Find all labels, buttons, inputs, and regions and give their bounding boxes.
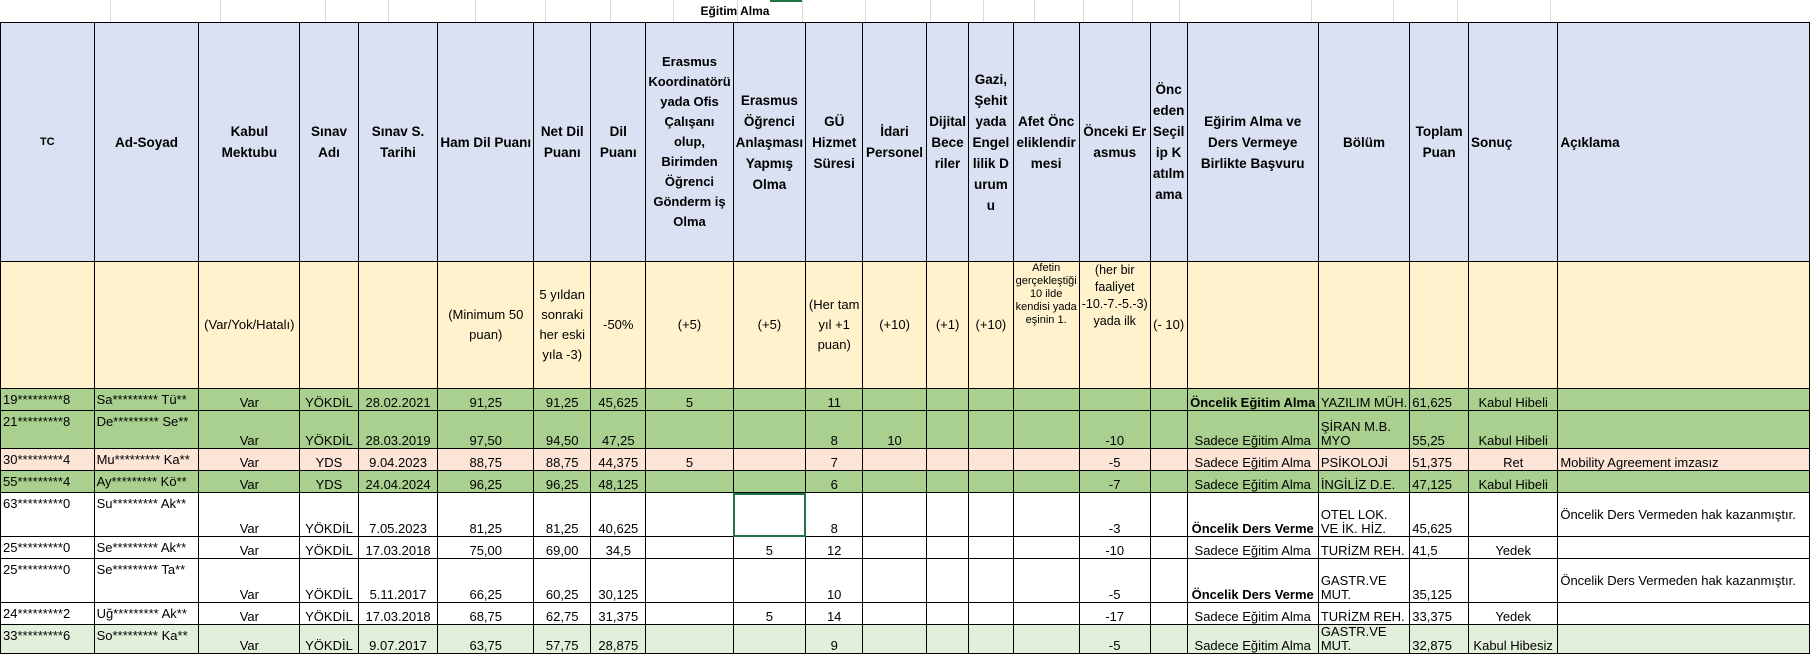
cell-ham-dil-puani[interactable]: 96,25: [438, 471, 534, 493]
cell-sinav-adi[interactable]: YÖKDİL: [300, 411, 359, 449]
column-divider: [1179, 0, 1180, 22]
cell-erasmus-koordinatoru[interactable]: [646, 559, 733, 603]
cell-ad-soyad[interactable]: Sa********* Tü**: [94, 389, 199, 411]
criteria-erasmus-ogrenci[interactable]: (+5): [733, 262, 806, 389]
criteria-tc[interactable]: [1, 262, 95, 389]
cell-sinav-tarihi[interactable]: 9.04.2023: [358, 449, 438, 471]
cell-sonuc[interactable]: Kabul Hibeli: [1469, 471, 1558, 493]
cell-onceki-erasmus[interactable]: -7: [1079, 471, 1150, 493]
cell-toplam-puan[interactable]: 32,875: [1410, 625, 1469, 654]
cell-ham-dil-puani[interactable]: 97,50: [438, 411, 534, 449]
cell-afet[interactable]: [1013, 559, 1079, 603]
header-dil-puani[interactable]: Dil Puanı: [591, 23, 646, 262]
cell-afet[interactable]: [1013, 603, 1079, 625]
header-kabul-mektubu[interactable]: Kabul Mektubu: [199, 23, 300, 262]
cell-ham-dil-puani[interactable]: 91,25: [438, 389, 534, 411]
cell-sinav-tarihi[interactable]: 5.11.2017: [358, 559, 438, 603]
cell-net-dil-puani[interactable]: 96,25: [534, 471, 591, 493]
column-divider: [110, 0, 111, 22]
cell-afet[interactable]: [1013, 493, 1079, 537]
cell-tc[interactable]: 55*********4: [1, 471, 95, 493]
cell-onceki-erasmus[interactable]: -10: [1079, 411, 1150, 449]
cell-idari-personel[interactable]: [863, 449, 927, 471]
column-divider: [545, 0, 546, 22]
criteria-bolum[interactable]: [1318, 262, 1409, 389]
header-ham-dil-puani[interactable]: Ham Dil Puanı: [438, 23, 534, 262]
cell-gazi-sehit[interactable]: [969, 625, 1013, 654]
header-ad-soyad[interactable]: Ad-Soyad: [94, 23, 199, 262]
criteria-toplam-puan[interactable]: [1410, 262, 1469, 389]
cell-net-dil-puani[interactable]: 94,50: [534, 411, 591, 449]
cell-ham-dil-puani[interactable]: 88,75: [438, 449, 534, 471]
cell-idari-personel[interactable]: [863, 493, 927, 537]
cell-dijital-beceriler[interactable]: [926, 411, 968, 449]
cell-erasmus-ogrenci[interactable]: [733, 559, 806, 603]
cell-erasmus-ogrenci[interactable]: [733, 493, 806, 537]
cell-sonuc[interactable]: Ret: [1469, 449, 1558, 471]
cell-gu-hizmet[interactable]: 8: [806, 493, 863, 537]
cell-dil-puani[interactable]: 47,25: [591, 411, 646, 449]
cell-sinav-adi[interactable]: YÖKDİL: [300, 493, 359, 537]
cell-onceki-erasmus[interactable]: -3: [1079, 493, 1150, 537]
cell-idari-personel[interactable]: [863, 389, 927, 411]
cell-gu-hizmet[interactable]: 12: [806, 537, 863, 559]
cell-aciklama[interactable]: Öncelik Ders Vermeden hak kazanmıştır.: [1558, 559, 1810, 603]
cell-toplam-puan[interactable]: 51,375: [1410, 449, 1469, 471]
cell-aciklama[interactable]: [1558, 625, 1810, 654]
cell-sinav-adi[interactable]: YÖKDİL: [300, 537, 359, 559]
cell-dijital-beceriler[interactable]: [926, 471, 968, 493]
cell-dil-puani[interactable]: 48,125: [591, 471, 646, 493]
cell-dil-puani[interactable]: 40,625: [591, 493, 646, 537]
criteria-dil-puani[interactable]: -50%: [591, 262, 646, 389]
cell-basvuru[interactable]: Sadece Eğitim Alma: [1187, 471, 1318, 493]
cell-idari-personel[interactable]: 10: [863, 411, 927, 449]
header-aciklama[interactable]: Açıklama: [1558, 23, 1810, 262]
cell-sinav-adi[interactable]: YÖKDİL: [300, 603, 359, 625]
cell-gazi-sehit[interactable]: [969, 493, 1013, 537]
header-onceki-erasmus[interactable]: Önceki Erasmus: [1079, 23, 1150, 262]
cell-basvuru[interactable]: Sadece Eğitim Alma: [1187, 449, 1318, 471]
cell-onceki-erasmus[interactable]: -5: [1079, 625, 1150, 654]
cell-net-dil-puani[interactable]: 62,75: [534, 603, 591, 625]
cell-toplam-puan[interactable]: 55,25: [1410, 411, 1469, 449]
table-row[interactable]: [1, 493, 1810, 537]
cell-bolum[interactable]: GASTR.VE MUT.: [1318, 559, 1409, 603]
applicants-table: [0, 22, 1810, 654]
sheet-title: Eğitim Alma: [700, 4, 770, 18]
cell-bolum[interactable]: GASTR.VE MUT.: [1318, 625, 1409, 654]
cell-gazi-sehit[interactable]: [969, 559, 1013, 603]
criteria-sonuc[interactable]: [1469, 262, 1558, 389]
cell-dil-puani[interactable]: 45,625: [591, 389, 646, 411]
cell-sonuc[interactable]: Kabul Hibeli: [1469, 389, 1558, 411]
header-tc[interactable]: TC: [1, 23, 95, 262]
header-erasmus-koordinatoru[interactable]: Erasmus Koordinatörü yada Ofis Çalışanı olup, Birimden Öğrenci Gönderm iş Olma: [646, 23, 733, 262]
cell-ad-soyad[interactable]: Se********* Ak**: [94, 537, 199, 559]
criteria-row: [1, 262, 1810, 389]
cell-sonuc[interactable]: [1469, 493, 1558, 537]
cell-onceden-secilip[interactable]: [1150, 411, 1187, 449]
cell-afet[interactable]: [1013, 537, 1079, 559]
cell-idari-personel[interactable]: [863, 471, 927, 493]
cell-aciklama[interactable]: [1558, 389, 1810, 411]
cell-sinav-adi[interactable]: YÖKDİL: [300, 559, 359, 603]
cell-gazi-sehit[interactable]: [969, 389, 1013, 411]
criteria-aciklama[interactable]: [1558, 262, 1810, 389]
cell-ad-soyad[interactable]: De********* Se**: [94, 411, 199, 449]
cell-tc[interactable]: 21*********8: [1, 411, 95, 449]
cell-kabul-mektubu[interactable]: Var: [199, 389, 300, 411]
cell-basvuru[interactable]: Sadece Eğitim Alma: [1187, 411, 1318, 449]
criteria-net-dil-puani[interactable]: 5 yıldan sonraki her eski yıla -3): [534, 262, 591, 389]
cell-dil-puani[interactable]: 30,125: [591, 559, 646, 603]
cell-ad-soyad[interactable]: Ay********* Kö**: [94, 471, 199, 493]
column-divider: [1311, 0, 1312, 22]
cell-gazi-sehit[interactable]: [969, 411, 1013, 449]
cell-erasmus-ogrenci[interactable]: [733, 449, 806, 471]
cell-onceden-secilip[interactable]: [1150, 559, 1187, 603]
cell-basvuru[interactable]: Sadece Eğitim Alma: [1187, 625, 1318, 654]
cell-idari-personel[interactable]: [863, 559, 927, 603]
cell-erasmus-ogrenci[interactable]: [733, 411, 806, 449]
cell-sinav-tarihi[interactable]: 28.03.2019: [358, 411, 438, 449]
column-divider: [1132, 0, 1133, 22]
table-row[interactable]: [1, 471, 1810, 493]
cell-onceden-secilip[interactable]: [1150, 471, 1187, 493]
cell-erasmus-ogrenci[interactable]: 5: [733, 603, 806, 625]
cell-sinav-tarihi[interactable]: 28.02.2021: [358, 389, 438, 411]
table-row[interactable]: [1, 389, 1810, 411]
criteria-gazi-sehit[interactable]: (+10): [969, 262, 1013, 389]
cell-dijital-beceriler[interactable]: [926, 537, 968, 559]
header-toplam-puan[interactable]: Toplam Puan: [1410, 23, 1469, 262]
header-bolum[interactable]: Bölüm: [1318, 23, 1409, 262]
cell-gu-hizmet[interactable]: 10: [806, 559, 863, 603]
cell-dijital-beceriler[interactable]: [926, 559, 968, 603]
criteria-kabul-mektubu[interactable]: (Var/Yok/Hatalı): [199, 262, 300, 389]
selected-column-marker: [770, 0, 802, 2]
table-row[interactable]: [1, 559, 1810, 603]
cell-kabul-mektubu[interactable]: Var: [199, 471, 300, 493]
cell-idari-personel[interactable]: [863, 537, 927, 559]
cell-kabul-mektubu[interactable]: Var: [199, 411, 300, 449]
cell-onceki-erasmus[interactable]: [1079, 389, 1150, 411]
criteria-basvuru[interactable]: [1187, 262, 1318, 389]
cell-ad-soyad[interactable]: Uğ********* Ak**: [94, 603, 199, 625]
cell-afet[interactable]: [1013, 411, 1079, 449]
header-basvuru[interactable]: Eğirim Alma ve Ders Vermeye Birlikte Başvuru: [1187, 23, 1318, 262]
table-row[interactable]: [1, 537, 1810, 559]
column-divider: [475, 0, 476, 22]
cell-basvuru[interactable]: Sadece Eğitim Alma: [1187, 603, 1318, 625]
header-afet[interactable]: Afet Önceliklendirmesi: [1013, 23, 1079, 262]
column-divider: [1550, 0, 1551, 22]
cell-sonuc[interactable]: Kabul Hibeli: [1469, 411, 1558, 449]
table-row[interactable]: [1, 449, 1810, 471]
cell-bolum[interactable]: TURİZM REH.: [1318, 537, 1409, 559]
cell-toplam-puan[interactable]: 35,125: [1410, 559, 1469, 603]
header-gu-hizmet[interactable]: GÜ Hizmet Süresi: [806, 23, 863, 262]
cell-dijital-beceriler[interactable]: [926, 493, 968, 537]
cell-sinav-adi[interactable]: YÖKDİL: [300, 389, 359, 411]
cell-sinav-tarihi[interactable]: 9.07.2017: [358, 625, 438, 654]
cell-onceden-secilip[interactable]: [1150, 389, 1187, 411]
header-sinav-adi[interactable]: Sınav Adı: [300, 23, 359, 262]
cell-gu-hizmet[interactable]: 11: [806, 389, 863, 411]
column-divider: [220, 0, 221, 22]
table-row[interactable]: [1, 603, 1810, 625]
cell-gu-hizmet[interactable]: 14: [806, 603, 863, 625]
criteria-ham-dil-puani[interactable]: (Minimum 50 puan): [438, 262, 534, 389]
cell-dil-puani[interactable]: 34,5: [591, 537, 646, 559]
cell-onceki-erasmus[interactable]: -5: [1079, 559, 1150, 603]
cell-ad-soyad[interactable]: Mu********* Ka**: [94, 449, 199, 471]
cell-ham-dil-puani[interactable]: 66,25: [438, 559, 534, 603]
cell-net-dil-puani[interactable]: 88,75: [534, 449, 591, 471]
header-net-dil-puani[interactable]: Net Dil Puanı: [534, 23, 591, 262]
column-divider: [610, 0, 611, 22]
cell-toplam-puan[interactable]: 47,125: [1410, 471, 1469, 493]
cell-afet[interactable]: [1013, 625, 1079, 654]
cell-ham-dil-puani[interactable]: 68,75: [438, 603, 534, 625]
criteria-idari-personel[interactable]: (+10): [863, 262, 927, 389]
cell-idari-personel[interactable]: [863, 625, 927, 654]
cell-ad-soyad[interactable]: So********* Ka**: [94, 625, 199, 654]
header-sonuc[interactable]: Sonuç: [1469, 23, 1558, 262]
cell-erasmus-koordinatoru[interactable]: [646, 471, 733, 493]
cell-basvuru[interactable]: Sadece Eğitim Alma: [1187, 537, 1318, 559]
cell-basvuru[interactable]: Öncelik Ders Verme: [1187, 493, 1318, 537]
cell-onceki-erasmus[interactable]: -10: [1079, 537, 1150, 559]
cell-tc[interactable]: 30*********4: [1, 449, 95, 471]
cell-onceki-erasmus[interactable]: -17: [1079, 603, 1150, 625]
cell-net-dil-puani[interactable]: 69,00: [534, 537, 591, 559]
cell-bolum[interactable]: YAZILIM MÜH.: [1318, 389, 1409, 411]
criteria-afet[interactable]: Afetin gerçekleştiği 10 ilde kendisi yada eşinin 1.: [1013, 262, 1079, 389]
column-divider: [1034, 0, 1035, 22]
cell-sinav-adi[interactable]: YDS: [300, 471, 359, 493]
cell-toplam-puan[interactable]: 45,625: [1410, 493, 1469, 537]
cell-tc[interactable]: 24*********2: [1, 603, 95, 625]
column-divider: [1457, 0, 1458, 22]
criteria-erasmus-koordinatoru[interactable]: (+5): [646, 262, 733, 389]
cell-kabul-mektubu[interactable]: Var: [199, 493, 300, 537]
cell-onceden-secilip[interactable]: [1150, 625, 1187, 654]
cell-tc[interactable]: 25*********0: [1, 537, 95, 559]
cell-tc[interactable]: 33*********6: [1, 625, 95, 654]
cell-onceden-secilip[interactable]: [1150, 449, 1187, 471]
cell-tc[interactable]: 25*********0: [1, 559, 95, 603]
column-divider: [1083, 0, 1084, 22]
cell-afet[interactable]: [1013, 471, 1079, 493]
cell-gazi-sehit[interactable]: [969, 537, 1013, 559]
cell-kabul-mektubu[interactable]: Var: [199, 625, 300, 654]
cell-net-dil-puani[interactable]: 60,25: [534, 559, 591, 603]
cell-erasmus-koordinatoru[interactable]: [646, 625, 733, 654]
cell-kabul-mektubu[interactable]: Var: [199, 559, 300, 603]
cell-dil-puani[interactable]: 28,875: [591, 625, 646, 654]
cell-sinav-adi[interactable]: YDS: [300, 449, 359, 471]
cell-erasmus-ogrenci[interactable]: [733, 389, 806, 411]
cell-kabul-mektubu[interactable]: Var: [199, 449, 300, 471]
cell-onceden-secilip[interactable]: [1150, 603, 1187, 625]
column-divider: [865, 0, 866, 22]
cell-afet[interactable]: [1013, 449, 1079, 471]
header-idari-personel[interactable]: İdari Personel: [863, 23, 927, 262]
column-divider: [388, 0, 389, 22]
cell-toplam-puan[interactable]: 33,375: [1410, 603, 1469, 625]
cell-erasmus-ogrenci[interactable]: [733, 625, 806, 654]
cell-erasmus-koordinatoru[interactable]: [646, 411, 733, 449]
cell-sonuc[interactable]: Yedek: [1469, 537, 1558, 559]
header-dijital-beceriler[interactable]: Dijital Beceriler: [926, 23, 968, 262]
criteria-dijital-beceriler[interactable]: (+1): [926, 262, 968, 389]
cell-ham-dil-puani[interactable]: 63,75: [438, 625, 534, 654]
criteria-sinav-adi[interactable]: [300, 262, 359, 389]
cell-aciklama[interactable]: [1558, 471, 1810, 493]
cell-bolum[interactable]: ŞİRAN M.B. MYO: [1318, 411, 1409, 449]
cell-gazi-sehit[interactable]: [969, 471, 1013, 493]
cell-kabul-mektubu[interactable]: Var: [199, 537, 300, 559]
criteria-gu-hizmet[interactable]: (Her tam yıl +1 puan): [806, 262, 863, 389]
cell-erasmus-koordinatoru[interactable]: 5: [646, 389, 733, 411]
cell-basvuru[interactable]: Öncelik Ders Verme: [1187, 559, 1318, 603]
cell-sinav-tarihi[interactable]: 17.03.2018: [358, 537, 438, 559]
cell-bolum[interactable]: OTEL LOK. VE İK. HİZ.: [1318, 493, 1409, 537]
header-onceden-secilip[interactable]: Önceden Seçilip Katılmama: [1150, 23, 1187, 262]
cell-aciklama[interactable]: Mobility Agreement imzasız: [1558, 449, 1810, 471]
cell-dijital-beceriler[interactable]: [926, 603, 968, 625]
cell-net-dil-puani[interactable]: 81,25: [534, 493, 591, 537]
cell-erasmus-koordinatoru[interactable]: 5: [646, 449, 733, 471]
cell-ad-soyad[interactable]: Su********* Ak**: [94, 493, 199, 537]
column-divider: [930, 0, 931, 22]
cell-toplam-puan[interactable]: 41,5: [1410, 537, 1469, 559]
cell-onceki-erasmus[interactable]: -5: [1079, 449, 1150, 471]
cell-erasmus-koordinatoru[interactable]: [646, 603, 733, 625]
cell-bolum[interactable]: TURİZM REH.: [1318, 603, 1409, 625]
cell-erasmus-ogrenci[interactable]: [733, 471, 806, 493]
cell-gu-hizmet[interactable]: 9: [806, 625, 863, 654]
cell-dijital-beceriler[interactable]: [926, 449, 968, 471]
cell-ham-dil-puani[interactable]: 75,00: [438, 537, 534, 559]
column-divider: [673, 0, 674, 22]
cell-bolum[interactable]: PSİKOLOJİ: [1318, 449, 1409, 471]
cell-aciklama[interactable]: Öncelik Ders Vermeden hak kazanmıştır.: [1558, 493, 1810, 537]
cell-gazi-sehit[interactable]: [969, 449, 1013, 471]
sheet-title-bar: [0, 0, 1810, 23]
cell-sinav-adi[interactable]: YÖKDİL: [300, 625, 359, 654]
cell-afet[interactable]: [1013, 389, 1079, 411]
cell-gu-hizmet[interactable]: 6: [806, 471, 863, 493]
cell-gazi-sehit[interactable]: [969, 603, 1013, 625]
cell-sinav-tarihi[interactable]: 7.05.2023: [358, 493, 438, 537]
cell-onceden-secilip[interactable]: [1150, 493, 1187, 537]
criteria-ad-soyad[interactable]: [94, 262, 199, 389]
cell-bolum[interactable]: İNGİLİZ D.E.: [1318, 471, 1409, 493]
cell-onceden-secilip[interactable]: [1150, 537, 1187, 559]
cell-aciklama[interactable]: [1558, 603, 1810, 625]
cell-sonuc[interactable]: Yedek: [1469, 603, 1558, 625]
cell-net-dil-puani[interactable]: 91,25: [534, 389, 591, 411]
column-divider: [1393, 0, 1394, 22]
header-sinav-tarihi[interactable]: Sınav S. Tarihi: [358, 23, 438, 262]
cell-net-dil-puani[interactable]: 57,75: [534, 625, 591, 654]
cell-kabul-mektubu[interactable]: Var: [199, 603, 300, 625]
header-row: [1, 23, 1810, 262]
cell-erasmus-koordinatoru[interactable]: [646, 493, 733, 537]
cell-ham-dil-puani[interactable]: 81,25: [438, 493, 534, 537]
criteria-onceden-secilip[interactable]: (- 10): [1150, 262, 1187, 389]
cell-tc[interactable]: 19*********8: [1, 389, 95, 411]
cell-idari-personel[interactable]: [863, 603, 927, 625]
cell-dil-puani[interactable]: 44,375: [591, 449, 646, 471]
cell-sinav-tarihi[interactable]: 17.03.2018: [358, 603, 438, 625]
cell-erasmus-ogrenci[interactable]: 5: [733, 537, 806, 559]
cell-basvuru[interactable]: Öncelik Eğitim Alma: [1187, 389, 1318, 411]
cell-aciklama[interactable]: [1558, 411, 1810, 449]
cell-tc[interactable]: 63*********0: [1, 493, 95, 537]
criteria-onceki-erasmus[interactable]: (her bir faaliyet -10.-7.-5.-3) yada ilk: [1079, 262, 1150, 389]
cell-dil-puani[interactable]: 31,375: [591, 603, 646, 625]
header-erasmus-ogrenci[interactable]: Erasmus Öğrenci Anlaşması Yapmış Olma: [733, 23, 806, 262]
cell-sinav-tarihi[interactable]: 24.04.2024: [358, 471, 438, 493]
cell-sonuc[interactable]: Kabul Hibesiz: [1469, 625, 1558, 654]
cell-gu-hizmet[interactable]: 7: [806, 449, 863, 471]
column-divider: [983, 0, 984, 22]
cell-dijital-beceriler[interactable]: [926, 625, 968, 654]
criteria-sinav-tarihi[interactable]: [358, 262, 438, 389]
cell-toplam-puan[interactable]: 61,625: [1410, 389, 1469, 411]
table-row[interactable]: [1, 411, 1810, 449]
cell-ad-soyad[interactable]: Se********* Ta**: [94, 559, 199, 603]
cell-dijital-beceriler[interactable]: [926, 389, 968, 411]
column-divider: [325, 0, 326, 22]
cell-erasmus-koordinatoru[interactable]: [646, 537, 733, 559]
cell-sonuc[interactable]: [1469, 559, 1558, 603]
cell-gu-hizmet[interactable]: 8: [806, 411, 863, 449]
column-divider: [802, 0, 803, 22]
header-gazi-sehit[interactable]: Gazi, Şehit yada Engellilik Durumu: [969, 23, 1013, 262]
cell-aciklama[interactable]: [1558, 537, 1810, 559]
table-row[interactable]: [1, 625, 1810, 654]
